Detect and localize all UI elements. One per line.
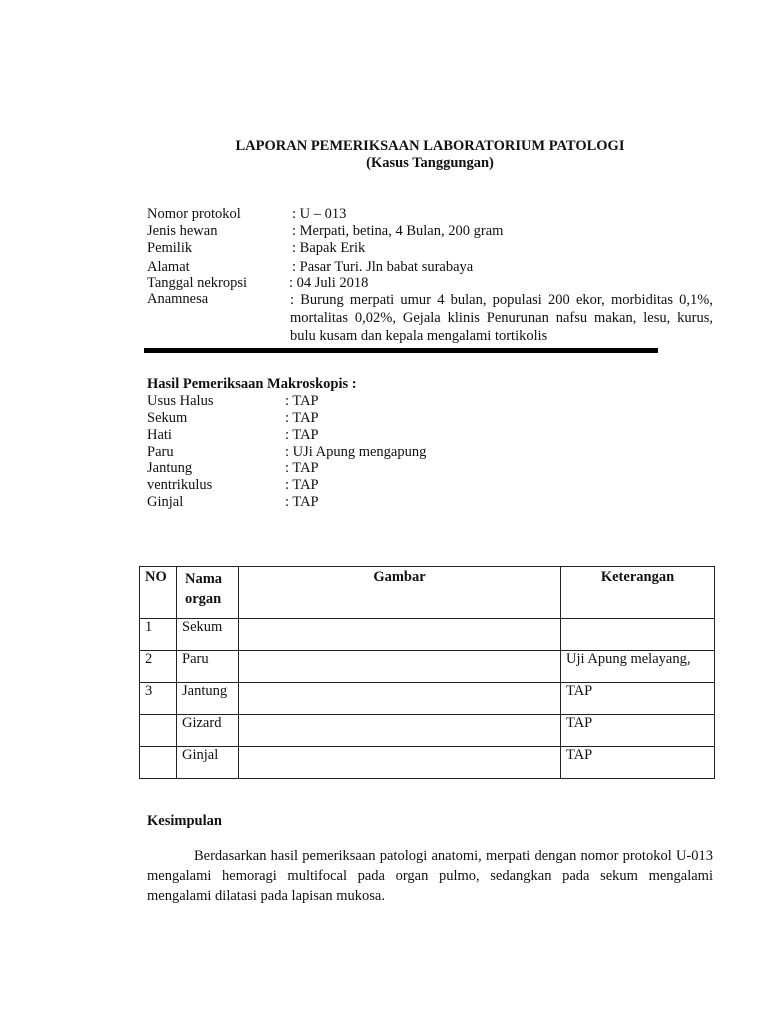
tanggal-nekropsi-value: : 04 Juli 2018 (289, 275, 369, 291)
makro-label-ventrikulus: ventrikulus (147, 477, 213, 493)
row-no (140, 715, 177, 747)
row-organ: Jantung (177, 683, 239, 715)
tanggal-nekropsi-label: Tanggal nekropsi (147, 275, 248, 291)
kesimpulan-heading: Kesimpulan (147, 813, 222, 829)
anamnesa-value: : Burung merpati umur 4 bulan, populasi 200 ekor, morbiditas 0,1%, mortalitas 0,02%, Gejala klinis Penurunan nafsu makan, lesu, kurus, bulu kusam dan kepala mengalami tortikolis (290, 292, 713, 344)
header-keterangan: Keterangan (561, 567, 715, 619)
makro-label-sekum: Sekum (147, 410, 188, 426)
row-organ: Sekum (177, 619, 239, 651)
nomor-protokol-value: : U – 013 (292, 206, 347, 222)
header-gambar: Gambar (239, 567, 561, 619)
row-organ: Gizard (177, 715, 239, 747)
jenis-hewan-label: Jenis hewan (147, 223, 218, 239)
row-gambar (239, 619, 561, 651)
table-header-row (140, 567, 715, 619)
makro-label-ginjal: Ginjal (147, 494, 184, 510)
header-nama-line1: Nama (185, 571, 223, 587)
report-title: LAPORAN PEMERIKSAAN LABORATORIUM PATOLOGI (235, 138, 625, 154)
makro-value-sekum: : TAP (285, 410, 319, 426)
section-divider (144, 348, 658, 353)
table-row (140, 747, 715, 779)
jenis-hewan-value: : Merpati, betina, 4 Bulan, 200 gram (292, 223, 504, 239)
table-row (140, 651, 715, 683)
row-keterangan: Uji Apung melayang, (561, 651, 715, 683)
alamat-label: Alamat (147, 259, 190, 275)
row-gambar (239, 651, 561, 683)
row-no (140, 747, 177, 779)
row-no: 3 (140, 683, 177, 715)
organ-table (139, 566, 715, 779)
makro-label-paru: Paru (147, 444, 174, 460)
makro-value-ginjal: : TAP (285, 494, 319, 510)
header-nama-organ (177, 567, 239, 619)
row-organ: Ginjal (177, 747, 239, 779)
row-gambar (239, 683, 561, 715)
header-no: NO (140, 567, 177, 619)
row-no: 2 (140, 651, 177, 683)
table-row (140, 683, 715, 715)
table-row (140, 715, 715, 747)
makro-label-jantung: Jantung (147, 460, 193, 476)
makro-label-hati: Hati (147, 427, 172, 443)
pemilik-value: : Bapak Erik (292, 240, 366, 256)
row-keterangan: TAP (561, 683, 715, 715)
report-subtitle: (Kasus Tanggungan) (366, 155, 494, 171)
row-keterangan (561, 619, 715, 651)
makro-value-paru: : UJi Apung mengapung (285, 444, 427, 460)
row-gambar (239, 747, 561, 779)
row-keterangan: TAP (561, 747, 715, 779)
nomor-protokol-label: Nomor protokol (147, 206, 241, 222)
makroskopis-heading: Hasil Pemeriksaan Makroskopis : (147, 376, 357, 392)
row-gambar (239, 715, 561, 747)
makro-label-usus-halus: Usus Halus (147, 393, 214, 409)
table-row (140, 619, 715, 651)
makro-value-jantung: : TAP (285, 460, 319, 476)
anamnesa-label: Anamnesa (147, 291, 209, 307)
row-organ: Paru (177, 651, 239, 683)
header-nama-line2: organ (185, 591, 222, 607)
makro-value-ventrikulus: : TAP (285, 477, 319, 493)
makro-value-hati: : TAP (285, 427, 319, 443)
kesimpulan-paragraph: Berdasarkan hasil pemeriksaan patologi anatomi, merpati dengan nomor protokol U-013 mengalami hemoragi multifocal pada organ pulmo, sedangkan pada sekum mengalami mengalami dilatasi pada lapisan mukosa. (147, 848, 713, 904)
row-no: 1 (140, 619, 177, 651)
pemilik-label: Pemilik (147, 240, 193, 256)
row-keterangan: TAP (561, 715, 715, 747)
makro-value-usus-halus: : TAP (285, 393, 319, 409)
alamat-value: : Pasar Turi. Jln babat surabaya (292, 259, 474, 275)
